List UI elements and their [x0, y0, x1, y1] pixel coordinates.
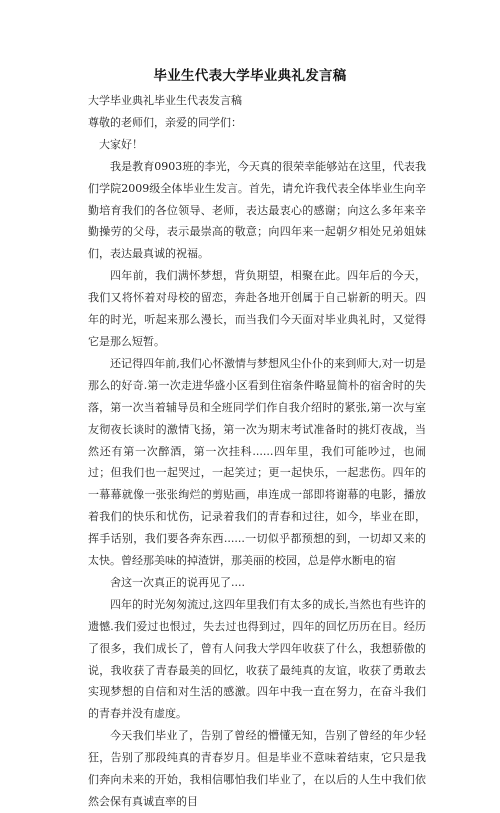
- greeting: 大家好！: [99, 137, 143, 151]
- document-title: 毕业生代表大学毕业典礼发言稿: [153, 68, 347, 84]
- paragraph: 我是教育0903班的李光，今天真的很荣幸能够站在这里，代表我们学院2009级全体毕业生发言。首先，请允许我代表全体毕业生向辛勤培育我们的各位领导、老师，表达最衷心的感谢；向这么多年来辛勤操劳的父母，表示最崇高的敬意；向四年来一起朝夕相处兄弟姐妹们，表达最真诚的祝福。: [88, 159, 426, 261]
- paragraph: 还记得四年前,我们心怀激情与梦想风尘仆仆的来到师大,对一切是那么的好奇.第一次走进华盛小区看到住宿条件略显简朴的宿舍时的失落，第一次当着辅导员和全班同学们作自我介绍时的紧张,第一次与室友彻夜长谈时的激情飞扬，第一次为期末考试准备时的挑灯夜战，当然还有第一次醉酒，第一次挂科......四年里，我们可能吵过，也闹过；但我们也一起哭过，一起笑过；更一起快乐，一起悲伤。四年的一幕幕就像一张张绚烂的剪贴画，串连成一部即将谢幕的电影，播放着我们的快乐和忧伤，记录着我们的青春和过往，如今，毕业在即，挥手话别，我们要各奔东西......一切似乎都预想的到，一切却又来的太快。曾经那美味的掉渣饼，那美丽的校园，总是停水断电的宿: [88, 356, 426, 568]
- document-body: [88, 90, 426, 813]
- paragraph: 舍这一次真正的说再见了....: [110, 575, 245, 589]
- paragraph: 今天我们毕业了，告别了曾经的懵懂无知，告别了曾经的年少轻狂，告别了那段纯真的青春岁月。但是毕业不意味着结束，它只是我们奔向未来的开始，我相信哪怕我们毕业了，在以后的人生中我们依然会保有真诚直率的目: [88, 729, 426, 808]
- paragraph: 四年的时光匆匆流过,这四年里我们有太多的成长,当然也有些许的遗憾.我们爱过也恨过，失去过也得到过，四年的回忆历历在目。经历了很多，我们成长了，曾有人问我大学四年收获了什么，我想骄傲的说，我收获了青春最美的回忆，收获了最纯真的友谊，收获了勇敢去实现梦想的自信和对生活的感激。四年中我一直在努力，在奋斗我们的青春并没有虚度。: [88, 597, 426, 721]
- document-subtitle: 大学毕业典礼毕业生代表发言稿: [88, 94, 242, 107]
- paragraph: 四年前，我们满怀梦想，背负期望，相聚在此。四年后的今天，我们又将怀着对母校的留恋，奔赴各地开创属于自己崭新的明天。四年的时光，听起来那么漫长，而当我们今天面对毕业典礼时，又觉得它是那么短暂。: [88, 269, 426, 348]
- salutation: 尊敬的老师们，亲爱的同学们：: [88, 115, 242, 129]
